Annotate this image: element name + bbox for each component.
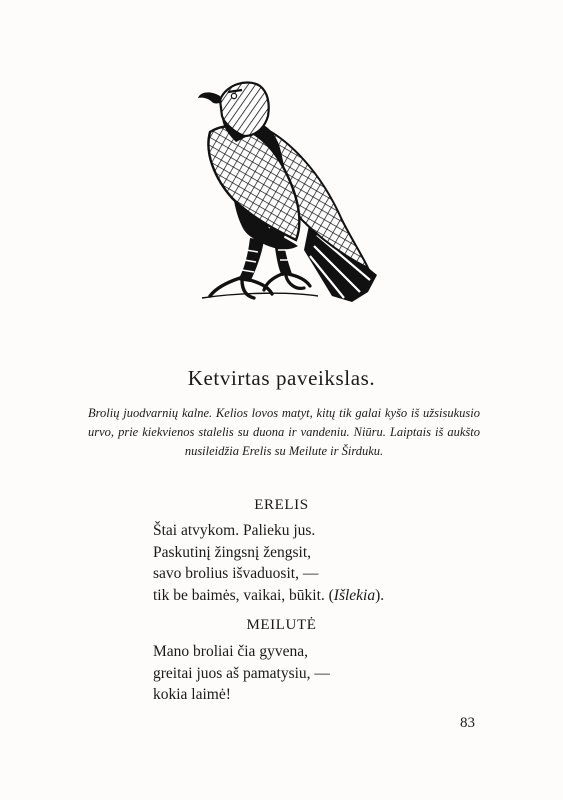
verse-line (153, 585, 384, 607)
verse-line: Mano broliai čia gyvena, (153, 643, 308, 660)
verse-block (153, 520, 384, 606)
verse-block (153, 641, 330, 706)
page-number: 83 (460, 715, 475, 731)
eagle-engraving-icon (192, 70, 392, 310)
verse-text: tik be baimės, vaikai, būkit. ( (153, 586, 334, 604)
stage-aside: Išlekia (333, 586, 376, 604)
verse-punctuation: ). (375, 586, 385, 604)
verse-line: greitai juos aš pamatysiu, — (153, 664, 330, 682)
scene-title: Ketvirtas paveikslas. (187, 366, 376, 390)
speaker-name: MEILUTĖ (246, 617, 317, 633)
verse-line: Štai atvykom. Palieku jus. (153, 522, 316, 539)
verse-line: savo brolius išvaduosit, — (153, 565, 319, 582)
verse-line: Paskutinį žingsnį žengsit, (153, 543, 312, 561)
speaker-name: ERELIS (254, 497, 309, 513)
stage-directions: Brolių juodvarnių kalne. Kelios lovos matyt, kitų tik galai kyšo iš užsisukusio urvo, prie kiekvienos stalelis su duona ir vandeniu. Niūru. Laiptais iš aukšto nusileidžia Erelis su Meilute ir Širduku. (88, 406, 480, 458)
verse-line: kokia laimė! (153, 686, 231, 703)
